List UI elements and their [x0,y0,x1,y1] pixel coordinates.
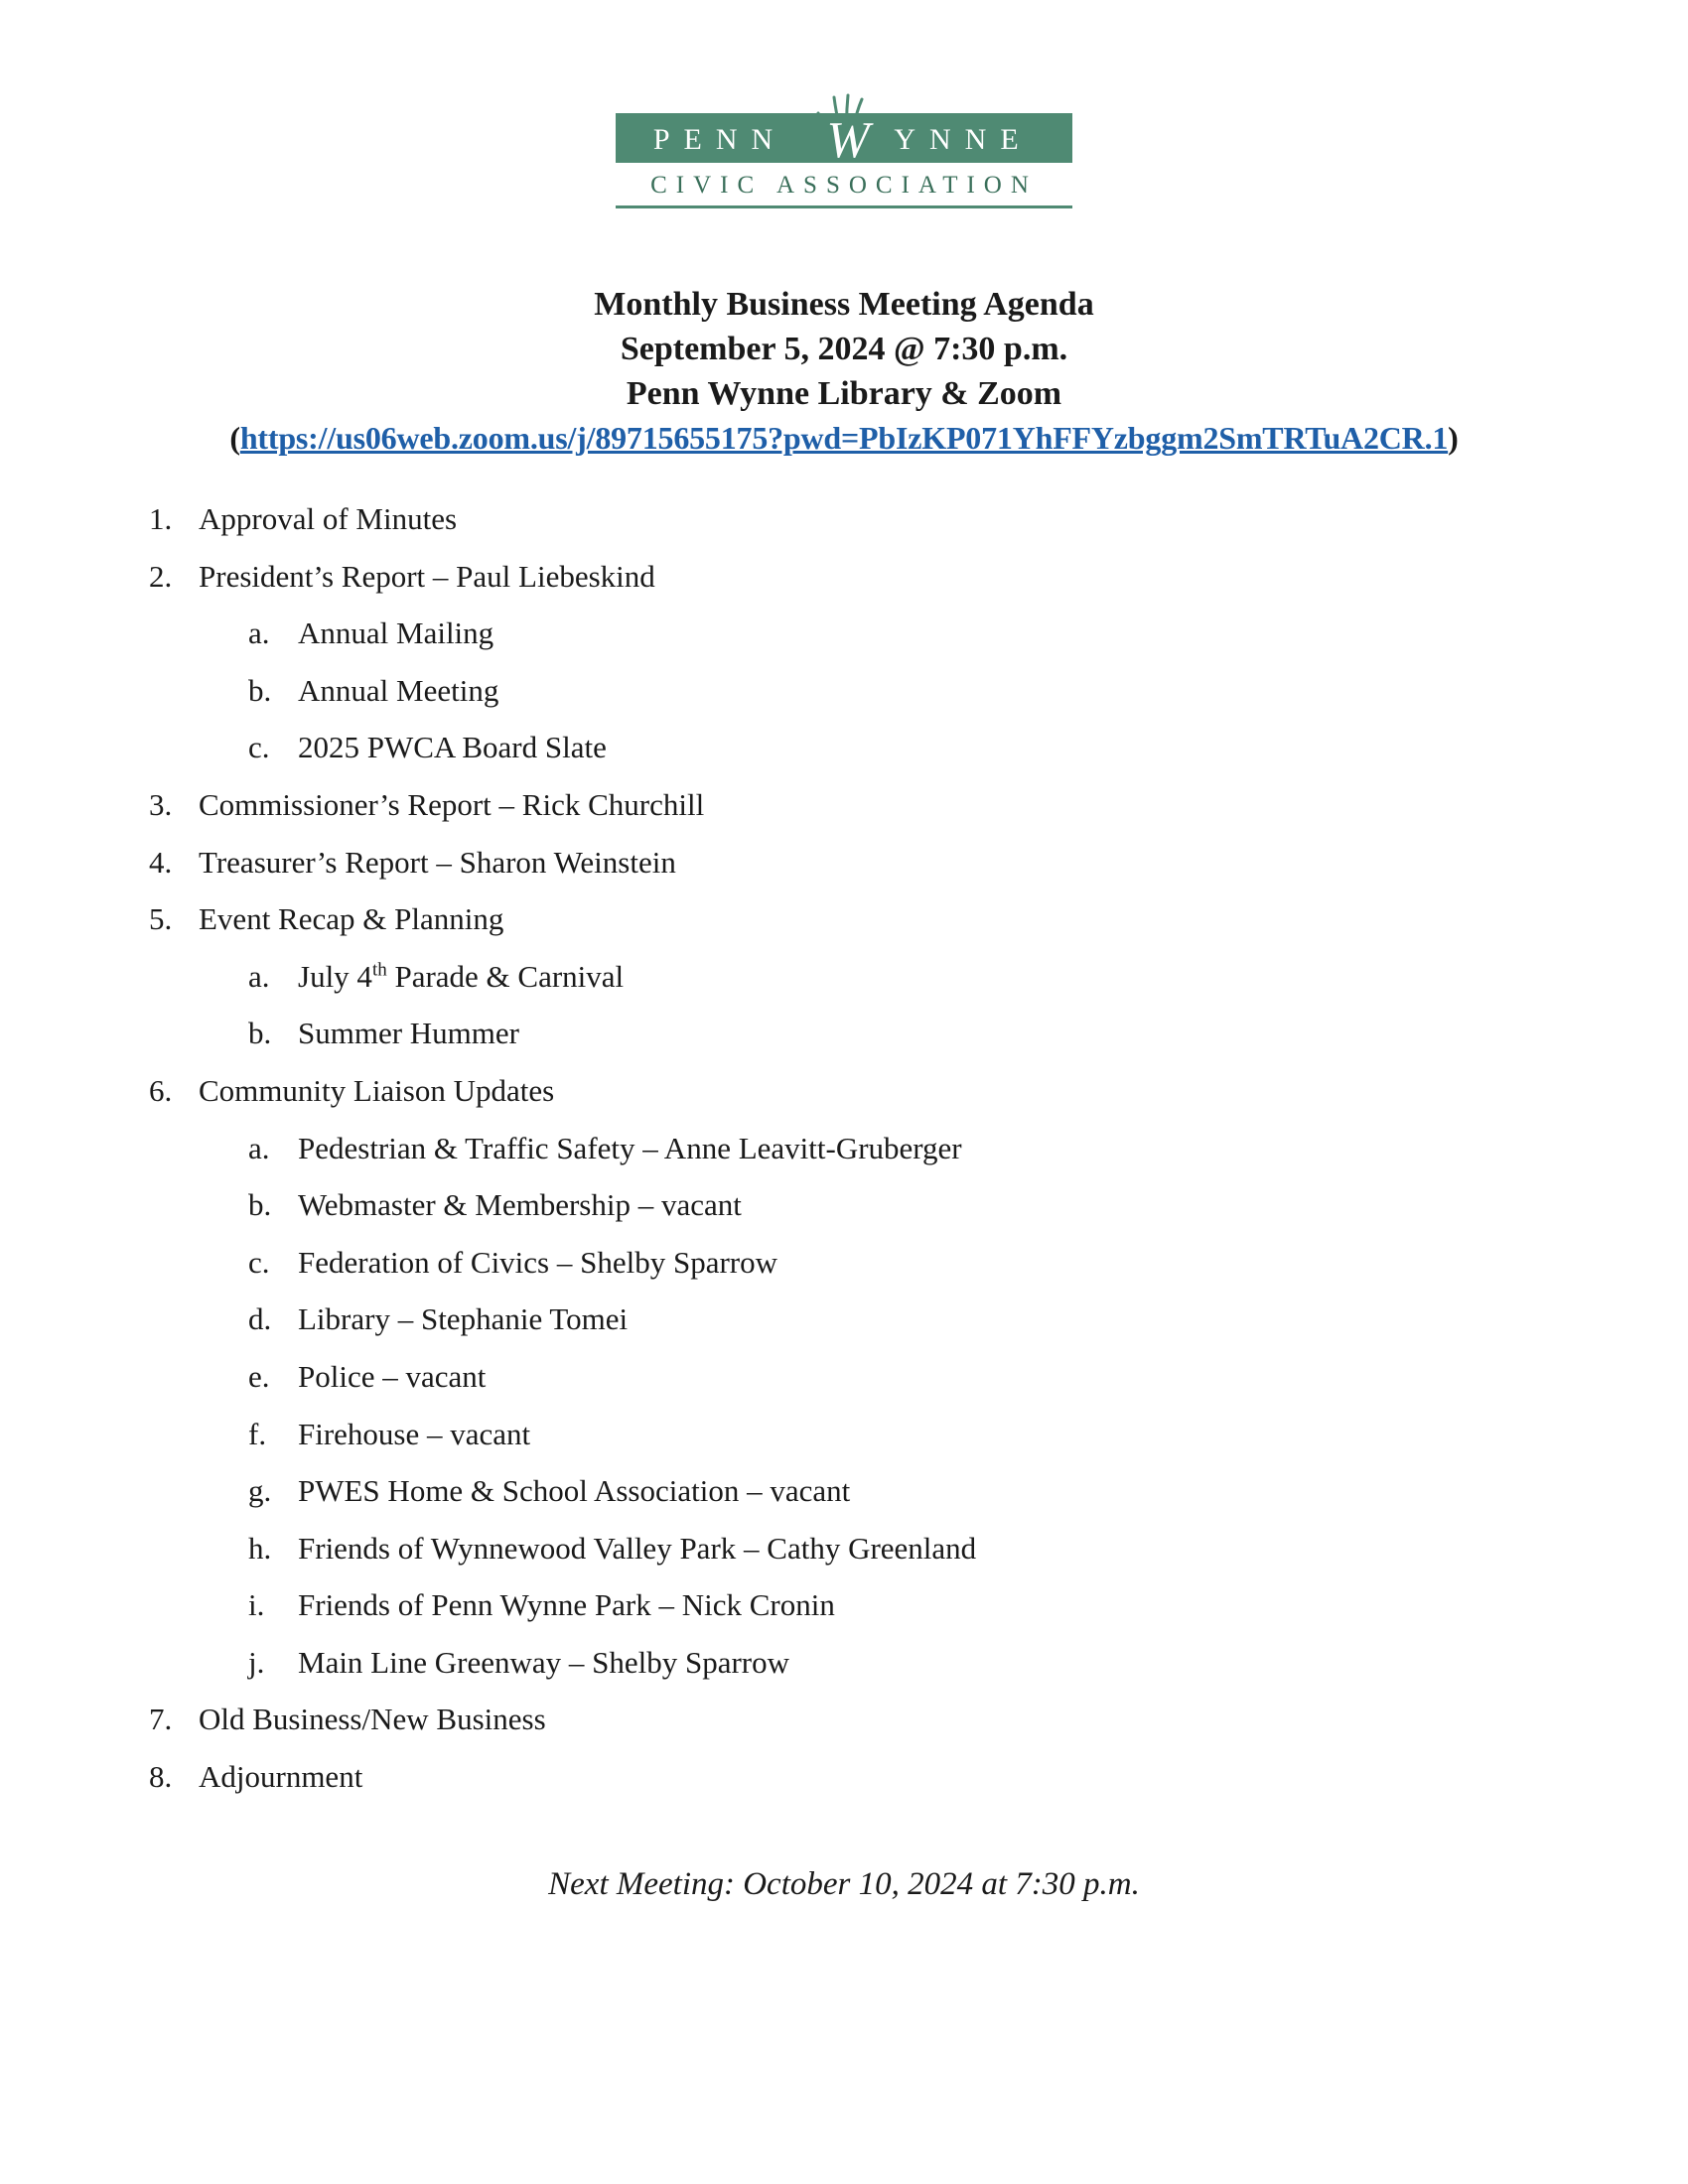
agenda-item-2: 2. President’s Report – Paul Liebeskind [149,558,655,594]
zoom-link[interactable]: https://us06web.zoom.us/j/89715655175?pwd=PbIzKP071YhFFYzbggm2SmTRTuA2CR.1 [239,420,1449,456]
agenda-item-1: 1. Approval of Minutes [149,501,458,536]
agenda-heading [0,282,1688,461]
agenda-item-6: 6. Community Liaison Updates [149,1072,555,1108]
agenda-subitem-6j: j. Main Line Greenway – Shelby Sparrow [248,1644,790,1680]
agenda-subitem-6f: f. Firehouse – vacant [248,1416,531,1451]
agenda-item-4: 4. Treasurer’s Report – Sharon Weinstein [149,844,676,880]
meeting-location: Penn Wynne Library & Zoom [626,375,1062,412]
agenda-subitem-2c: c. 2025 PWCA Board Slate [248,730,607,765]
agenda-list [0,490,1688,1806]
logo-underline [616,205,1072,208]
agenda-item-8: 8. Adjournment [149,1759,363,1795]
agenda-subitem-6d: d. Library – Stephanie Tomei [248,1301,629,1337]
zoom-link-close-paren: ) [1448,420,1459,456]
logo-civic-association: CIVIC ASSOCIATION [650,172,1038,199]
agenda-subitem-6a: a. Pedestrian & Traffic Safety – Anne Leavitt-Gruberger [248,1130,962,1165]
agenda-item-3: 3. Commissioner’s Report – Rick Churchill [149,786,705,822]
agenda-subitem-6h: h. Friends of Wynnewood Valley Park – Cathy Greenland [248,1530,977,1566]
agenda-item-7: 7. Old Business/New Business [149,1702,546,1737]
agenda-item-5: 5. Event Recap & Planning [149,901,504,937]
zoom-link-line [0,416,1688,461]
penn-wynne-civic-association-logo [616,91,1072,212]
next-meeting: Next Meeting: October 10, 2024 at 7:30 p.m. [548,1866,1140,1902]
agenda-subitem-6b: b. Webmaster & Membership – vacant [248,1187,742,1223]
agenda-subitem-6i: i. Friends of Penn Wynne Park – Nick Cronin [248,1587,835,1623]
agenda-subitem-6g: g. PWES Home & School Association – vacant [248,1473,851,1509]
logo-ynne: YNNE [894,123,1033,156]
agenda-subitem-6c: c. Federation of Civics – Shelby Sparrow [248,1244,778,1280]
zoom-link-open-paren: ( [229,420,240,456]
logo-w-mark: W [826,112,870,169]
agenda-subitem-6e: e. Police – vacant [248,1358,487,1394]
agenda-subitem-2a: a. Annual Mailing [248,615,494,651]
agenda-subitem-5a: a. July 4th Parade & Carnival [248,958,625,994]
agenda-subitem-2b: b. Annual Meeting [248,672,499,708]
meeting-date-time: September 5, 2024 @ 7:30 p.m. [620,331,1068,367]
logo-penn: PENN [652,123,787,156]
agenda-subitem-5b: b. Summer Hummer [248,1016,519,1051]
page-title: Monthly Business Meeting Agenda [594,286,1094,323]
